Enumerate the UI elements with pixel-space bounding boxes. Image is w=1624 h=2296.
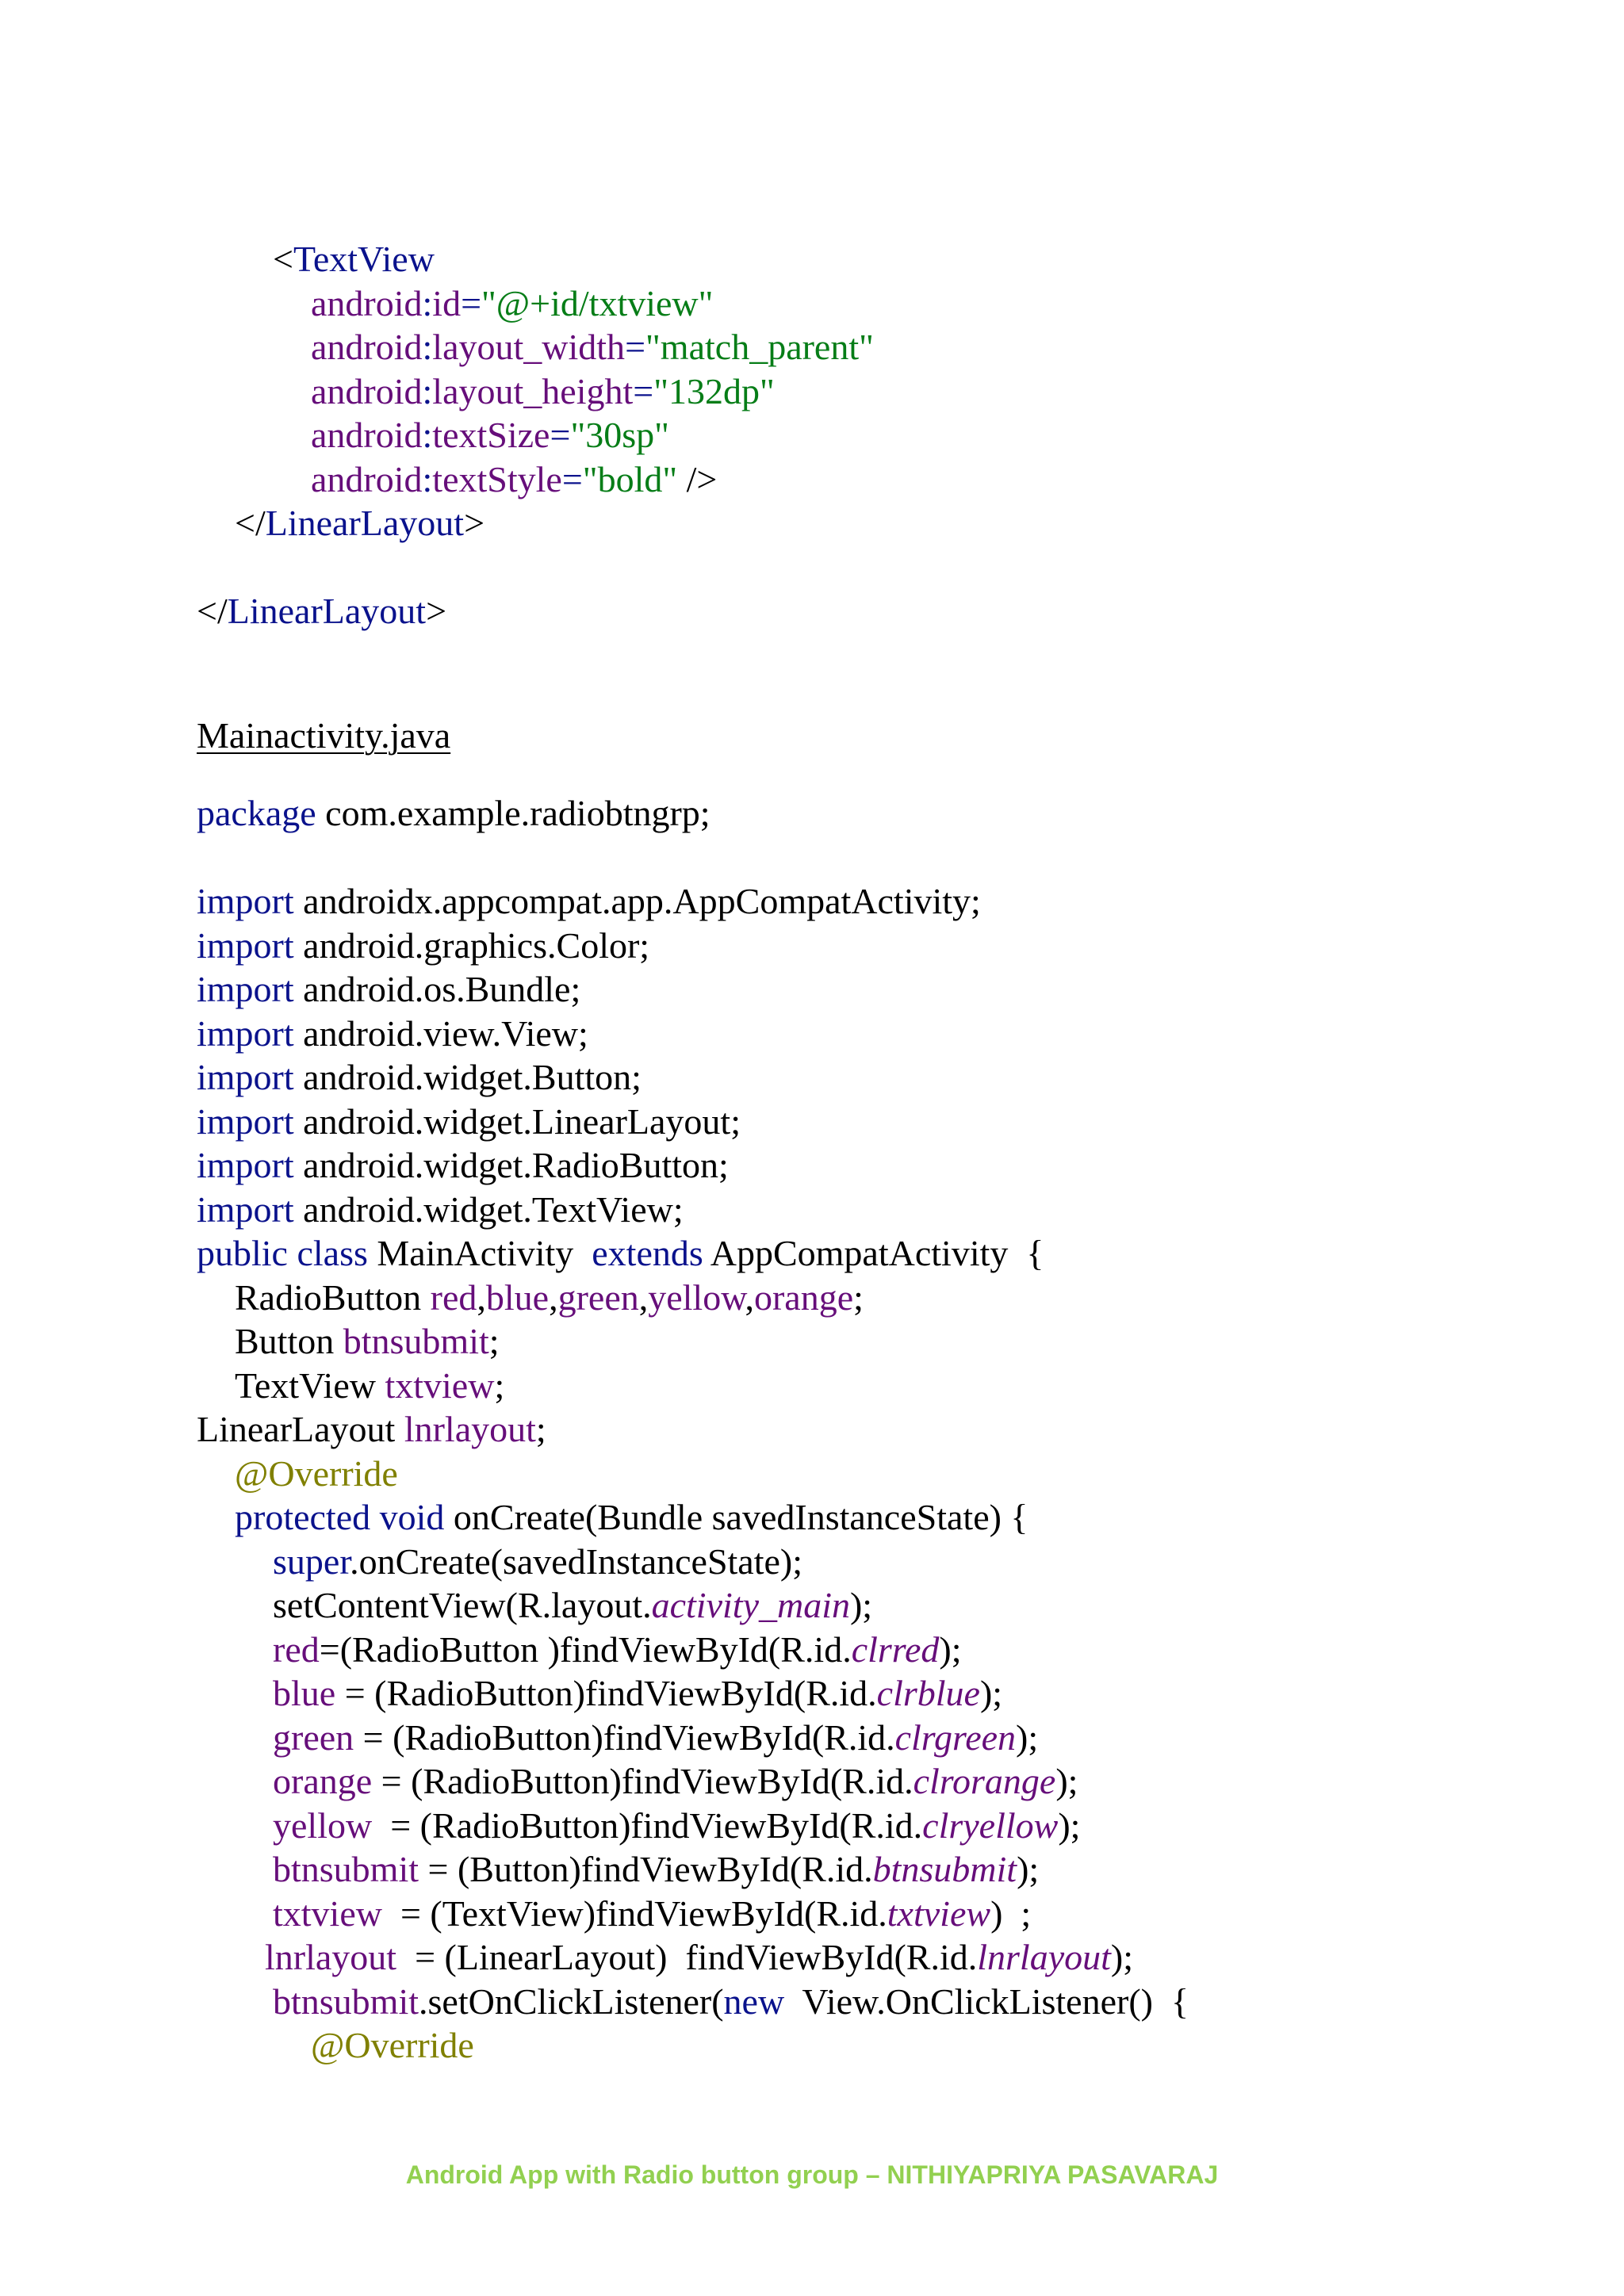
code-token: ) ; [990, 1892, 1032, 1934]
code-token: @Override [311, 2025, 474, 2065]
code-token: red [273, 1628, 320, 1670]
code-token: import [197, 1012, 294, 1054]
code-token: clryellow [922, 1804, 1059, 1846]
code-token: setContentView(R.layout. [273, 1585, 652, 1625]
code-token: , [477, 1276, 486, 1318]
code-token: btnsubmit [343, 1321, 489, 1361]
code-token: /> [677, 458, 718, 499]
code-token: ); [849, 1585, 873, 1625]
code-token: txtview [385, 1364, 495, 1406]
code-token: btnsubmit [872, 1849, 1017, 1889]
code-token: public class [197, 1233, 368, 1273]
code-token: yellow [273, 1804, 373, 1846]
code-token: com.example.radiobtngrp; [316, 793, 710, 833]
code-token: androidx.appcompat.app.AppCompatActivity; [293, 881, 981, 921]
code-line [273, 237, 435, 281]
code-token: id [432, 282, 462, 323]
code-token: orange [273, 1761, 373, 1801]
code-line [197, 1143, 729, 1188]
code-token: LinearLayout [265, 503, 465, 543]
code-token: LinearLayout [197, 1409, 404, 1449]
code-token: = (RadioButton)findViewById(R.id. [335, 1673, 877, 1713]
code-token: import [197, 969, 294, 1009]
code-line [311, 281, 713, 326]
code-token: , [745, 1276, 754, 1318]
code-token: ); [1055, 1761, 1078, 1801]
code-token: android [311, 415, 423, 455]
code-token: android.graphics.Color; [293, 924, 650, 966]
code-token: Button [235, 1321, 343, 1361]
code-line [197, 1012, 588, 1056]
code-token: .onCreate(savedInstanceState); [350, 1540, 803, 1582]
code-token: = [625, 327, 646, 367]
code-token: lnrlayout [265, 1937, 397, 1977]
code-token: , [638, 1276, 649, 1318]
section-heading: Mainactivity.java [197, 715, 451, 756]
code-line [265, 1935, 1133, 1980]
code-token: green [557, 1276, 639, 1318]
code-token: green [273, 1716, 354, 1758]
code-line [311, 325, 874, 369]
code-token: @Override [235, 1452, 398, 1494]
code-token: LinearLayout [227, 591, 427, 631]
code-token: , [549, 1276, 558, 1318]
code-token: </ [197, 591, 228, 631]
code-token: > [464, 503, 485, 543]
code-token: : [422, 370, 433, 411]
code-token: "132dp" [653, 370, 775, 411]
code-line [311, 457, 717, 502]
code-token: =(RadioButton )findViewById(R.id. [319, 1628, 852, 1670]
code-token: = (RadioButton)findViewById(R.id. [372, 1761, 914, 1801]
code-token: textSize [432, 415, 550, 455]
code-token: "bold" [582, 458, 678, 499]
code-token: "@+id/txtview" [481, 282, 714, 323]
code-token: ; [535, 1409, 546, 1449]
code-line [197, 589, 446, 633]
code-line [235, 1276, 864, 1320]
code-line [273, 1540, 802, 1584]
code-token: View.OnClickListener() { [784, 1980, 1189, 2022]
code-token: = [633, 370, 654, 411]
code-token: </ [235, 503, 266, 543]
code-token: = [550, 415, 571, 455]
code-token: txtview [887, 1892, 991, 1934]
code-token: clrblue [876, 1673, 980, 1713]
code-line [235, 1364, 504, 1408]
code-token: lnrlayout [977, 1937, 1111, 1977]
code-token: btnsubmit [273, 1849, 419, 1889]
code-token: import [197, 1145, 294, 1185]
code-token: new [723, 1980, 785, 2022]
code-token: import [197, 1100, 294, 1142]
code-token: orange [753, 1276, 854, 1318]
code-token: : [422, 327, 433, 367]
code-token: ); [1110, 1937, 1134, 1977]
page-footer: Android App with Radio button group – NITHIYAPRIYA PASAVARAJ [405, 2160, 1219, 2189]
code-token: < [273, 239, 293, 279]
code-token: protected void [235, 1497, 445, 1537]
code-token: android.widget.Button; [293, 1057, 642, 1097]
code-token: android.view.View; [293, 1012, 588, 1054]
code-line [197, 967, 580, 1012]
code-token: activity_main [651, 1585, 850, 1625]
code-line [197, 1055, 642, 1100]
code-token: = (RadioButton)findViewById(R.id. [354, 1716, 895, 1758]
code-token: android [311, 370, 423, 411]
code-line [311, 2023, 474, 2068]
code-token: txtview [273, 1892, 382, 1934]
code-line [311, 413, 669, 457]
code-token: RadioButton [235, 1276, 431, 1318]
code-line [273, 1759, 1078, 1804]
code-token: > [426, 591, 447, 631]
code-line [197, 879, 981, 924]
code-token: blue [273, 1673, 336, 1713]
code-token: AppCompatActivity { [703, 1233, 1044, 1273]
code-line [273, 1671, 1002, 1716]
code-line [273, 1804, 1080, 1848]
code-token: = [461, 282, 482, 323]
code-token: android [311, 327, 423, 367]
code-token: : [422, 282, 433, 323]
code-token: import [197, 881, 294, 921]
code-token: : [422, 415, 433, 455]
code-token: blue [485, 1276, 550, 1318]
code-line [197, 1100, 741, 1144]
code-token: MainActivity [367, 1233, 592, 1273]
code-line [273, 1892, 1031, 1936]
code-token: android.widget.TextView; [293, 1188, 684, 1230]
code-token: ; [494, 1364, 505, 1406]
code-token: clrred [851, 1628, 940, 1670]
code-line [197, 791, 710, 836]
code-line [273, 1847, 1039, 1892]
code-line [235, 501, 485, 545]
code-token: android.os.Bundle; [293, 969, 581, 1009]
code-token: btnsubmit [273, 1980, 419, 2022]
code-token: onCreate(Bundle savedInstanceState) { [444, 1497, 1028, 1537]
code-token: super [273, 1540, 350, 1582]
code-token: lnrlayout [404, 1409, 536, 1449]
code-token: = (RadioButton)findViewById(R.id. [372, 1804, 923, 1846]
code-line [311, 369, 775, 414]
code-line [235, 1495, 1028, 1540]
code-token: ); [1058, 1804, 1081, 1846]
code-token: android [311, 458, 423, 499]
code-line [273, 1716, 1038, 1760]
code-token: red [430, 1276, 477, 1318]
code-token: android.widget.LinearLayout; [293, 1100, 741, 1142]
code-line [235, 1319, 500, 1364]
code-token: = [561, 458, 583, 499]
code-token: = (Button)findViewById(R.id. [419, 1849, 873, 1889]
code-token: .setOnClickListener( [419, 1980, 724, 2022]
code-token: ); [1016, 1716, 1039, 1758]
code-token: ); [979, 1673, 1003, 1713]
code-line [273, 1980, 1189, 2024]
code-token: = (LinearLayout) findViewById(R.id. [396, 1937, 978, 1977]
code-token: TextView [293, 239, 435, 279]
code-token: import [197, 1188, 294, 1230]
code-token: : [422, 458, 433, 499]
code-token: TextView [235, 1364, 385, 1406]
code-line [235, 1452, 398, 1496]
code-token: ; [853, 1276, 864, 1318]
code-token: ); [1017, 1849, 1040, 1889]
code-token: import [197, 1057, 294, 1097]
code-token: textStyle [432, 458, 562, 499]
code-token: android.widget.RadioButton; [293, 1145, 729, 1185]
code-line [197, 1407, 546, 1452]
code-token: extends [592, 1233, 703, 1273]
code-token: import [197, 924, 294, 966]
code-token: "30sp" [570, 415, 669, 455]
code-line [197, 924, 649, 968]
code-token: yellow [648, 1276, 745, 1318]
code-line [197, 1231, 1044, 1276]
code-token: package [197, 793, 316, 833]
code-line [197, 1188, 684, 1232]
code-line [273, 1628, 962, 1672]
code-token: = (TextView)findViewById(R.id. [381, 1892, 887, 1934]
code-token: ); [939, 1628, 962, 1670]
code-token: layout_height [432, 370, 634, 411]
code-token: clrorange [913, 1761, 1056, 1801]
code-token: android [311, 282, 423, 323]
code-line [273, 1583, 872, 1628]
code-token: clrgreen [894, 1716, 1017, 1758]
code-token: layout_width [432, 327, 626, 367]
code-token: "match_parent" [645, 327, 874, 367]
code-token: ; [488, 1321, 500, 1361]
